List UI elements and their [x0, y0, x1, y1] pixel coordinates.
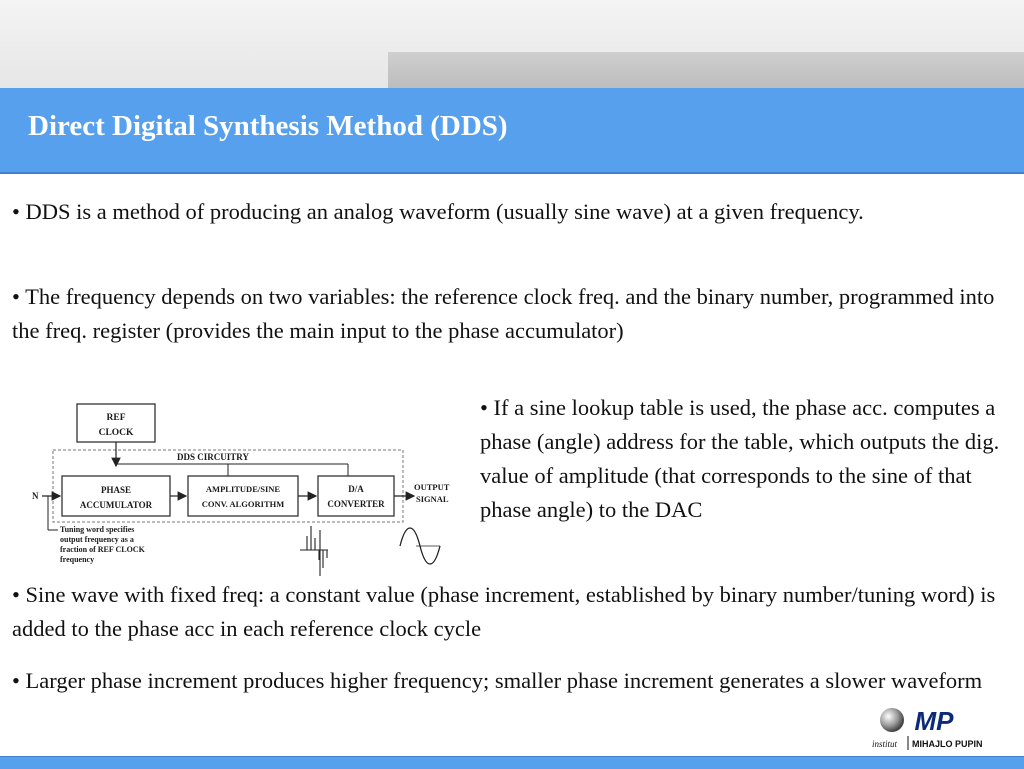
bullet-phase-increment: • Larger phase increment produces higher frequency; smaller phase increment generates a slower waveform — [12, 668, 983, 693]
institute-logo — [864, 700, 1014, 752]
tuning-note-1: Tuning word specifies — [60, 525, 135, 534]
tuning-note-2: output frequency as a — [60, 535, 134, 544]
output-label-2: SIGNAL — [416, 494, 449, 504]
dac-label-2: CONVERTER — [327, 499, 385, 509]
bullet-sine-lookup: • If a sine lookup table is used, the phase acc. computes a phase (angle) address for the table, which outputs the dig. value of amplitude (that corresponds to the sine of that phase angle) to the DAC — [480, 395, 1000, 522]
tuning-note-3: fraction of REF CLOCK — [60, 545, 145, 554]
phase-acc-label-1: PHASE — [100, 485, 132, 495]
bullet-dds-definition: • DDS is a method of producing an analog waveform (usually sine wave) at a given frequency. — [12, 199, 864, 224]
input-n-label: N — [32, 491, 39, 501]
ref-clock-label-1: REF — [106, 413, 126, 423]
output-label-1: OUTPUT — [414, 482, 450, 492]
tuning-note-4: frequency — [60, 555, 95, 564]
logo-letters: MP — [914, 706, 954, 736]
logo-name: MIHAJLO PUPIN — [912, 739, 983, 749]
logo-sphere-icon — [880, 708, 904, 732]
header-tab-decoration — [388, 52, 1024, 88]
dds-circuitry-label: DDS CIRCUITRY — [177, 452, 249, 462]
footer-bar — [0, 756, 1024, 769]
dac-label-1: D/A — [348, 484, 364, 494]
phase-acc-label-2: ACCUMULATOR — [79, 500, 153, 510]
amp-label-2: CONV. ALGORITHM — [201, 499, 285, 509]
ref-clock-label-2: CLOCK — [98, 428, 134, 438]
phase-accumulator-box — [62, 476, 170, 516]
sine-wave-icon — [400, 528, 440, 564]
bullet-fixed-frequency: • Sine wave with fixed freq: a constant value (phase increment, established by binary number/tuning word) is added to the phase acc in each reference clock cycle — [12, 582, 996, 641]
da-converter-box — [318, 476, 394, 516]
bullet-frequency-variables: • The frequency depends on two variables: the reference clock freq. and the binary number, programmed into the freq. register (provides the main input to the phase accumulator) — [12, 284, 995, 343]
sampled-pulses-icon — [300, 526, 328, 576]
slide-title: Direct Digital Synthesis Method (DDS) — [28, 110, 508, 142]
logo-institut: institut — [872, 739, 898, 749]
dds-block-diagram — [28, 398, 468, 580]
amp-label-1: AMPLITUDE/SINE — [205, 484, 281, 494]
amplitude-sine-box — [188, 476, 298, 516]
